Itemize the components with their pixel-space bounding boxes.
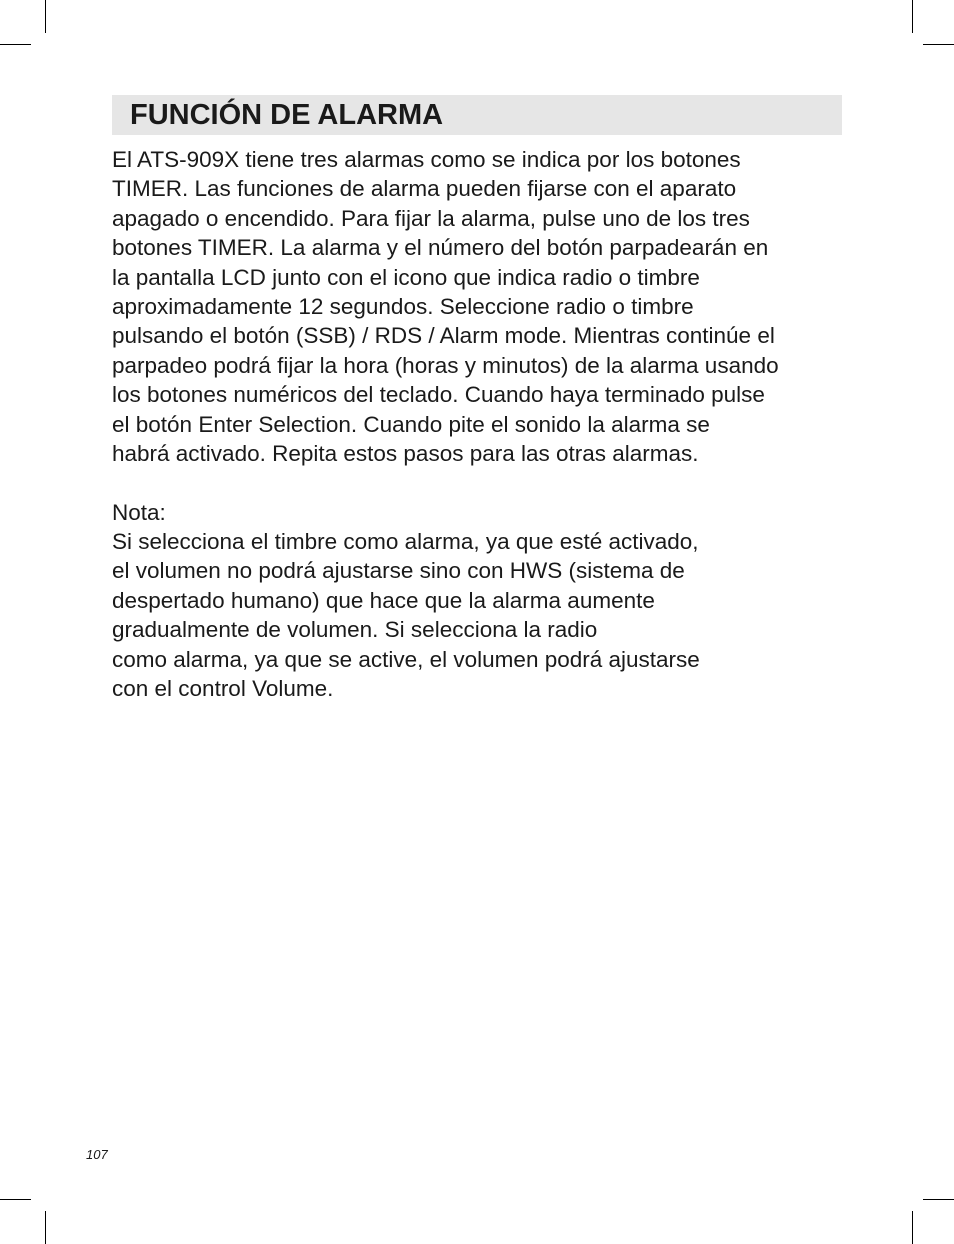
- paragraph-line: el botón Enter Selection. Cuando pite el sonido la alarma se: [112, 411, 710, 437]
- paragraph-line: botones TIMER. La alarma y el número del botón parpadearán en: [112, 235, 769, 261]
- crop-mark-top-left-horizontal: [0, 44, 31, 45]
- paragraph-gap: [112, 468, 852, 497]
- crop-mark-bottom-right-vertical: [912, 1211, 913, 1244]
- paragraph-line: pulsando el botón (SSB) / RDS / Alarm mode. Mientras continúe el: [112, 323, 775, 349]
- crop-mark-bottom-left-vertical: [45, 1211, 46, 1244]
- paragraph-line: la pantalla LCD junto con el icono que indica radio o timbre: [112, 264, 700, 290]
- crop-mark-top-right-vertical: [912, 0, 913, 33]
- section-title: FUNCIÓN DE ALARMA: [130, 99, 444, 131]
- crop-mark-bottom-right-horizontal: [923, 1199, 954, 1200]
- page-number: 107: [86, 1147, 108, 1162]
- crop-mark-top-right-horizontal: [923, 44, 954, 45]
- paragraph-line: habrá activado. Repita estos pasos para las otras alarmas.: [112, 440, 699, 466]
- paragraph-line: parpadeo podrá fijar la hora (horas y minutos) de la alarma usando: [112, 352, 779, 378]
- note-line: con el control Volume.: [112, 676, 334, 702]
- note-block: [112, 498, 852, 704]
- note-line: como alarma, ya que se active, el volumen podrá ajustarse: [112, 646, 700, 672]
- main-paragraph: [112, 145, 852, 468]
- paragraph-line: los botones numéricos del teclado. Cuando haya terminado pulse: [112, 382, 765, 408]
- paragraph-line: aproximadamente 12 segundos. Seleccione radio o timbre: [112, 293, 694, 319]
- note-line: el volumen no podrá ajustarse sino con HWS (sistema de: [112, 558, 685, 584]
- paragraph-line: TIMER. Las funciones de alarma pueden fijarse con el aparato: [112, 176, 737, 202]
- note-line: Si selecciona el timbre como alarma, ya que esté activado,: [112, 529, 699, 555]
- section-heading-bar: [112, 95, 842, 135]
- crop-mark-top-left-vertical: [45, 0, 46, 33]
- body-text: [112, 145, 852, 703]
- paragraph-line: El ATS-909X tiene tres alarmas como se indica por los botones: [112, 147, 741, 172]
- note-label: Nota:: [112, 499, 166, 525]
- paragraph-line: apagado o encendido. Para fijar la alarma, pulse uno de los tres: [112, 205, 750, 231]
- note-line: gradualmente de volumen. Si selecciona la radio: [112, 617, 598, 643]
- note-line: despertado humano) que hace que la alarma aumente: [112, 587, 655, 613]
- crop-mark-bottom-left-horizontal: [0, 1199, 31, 1200]
